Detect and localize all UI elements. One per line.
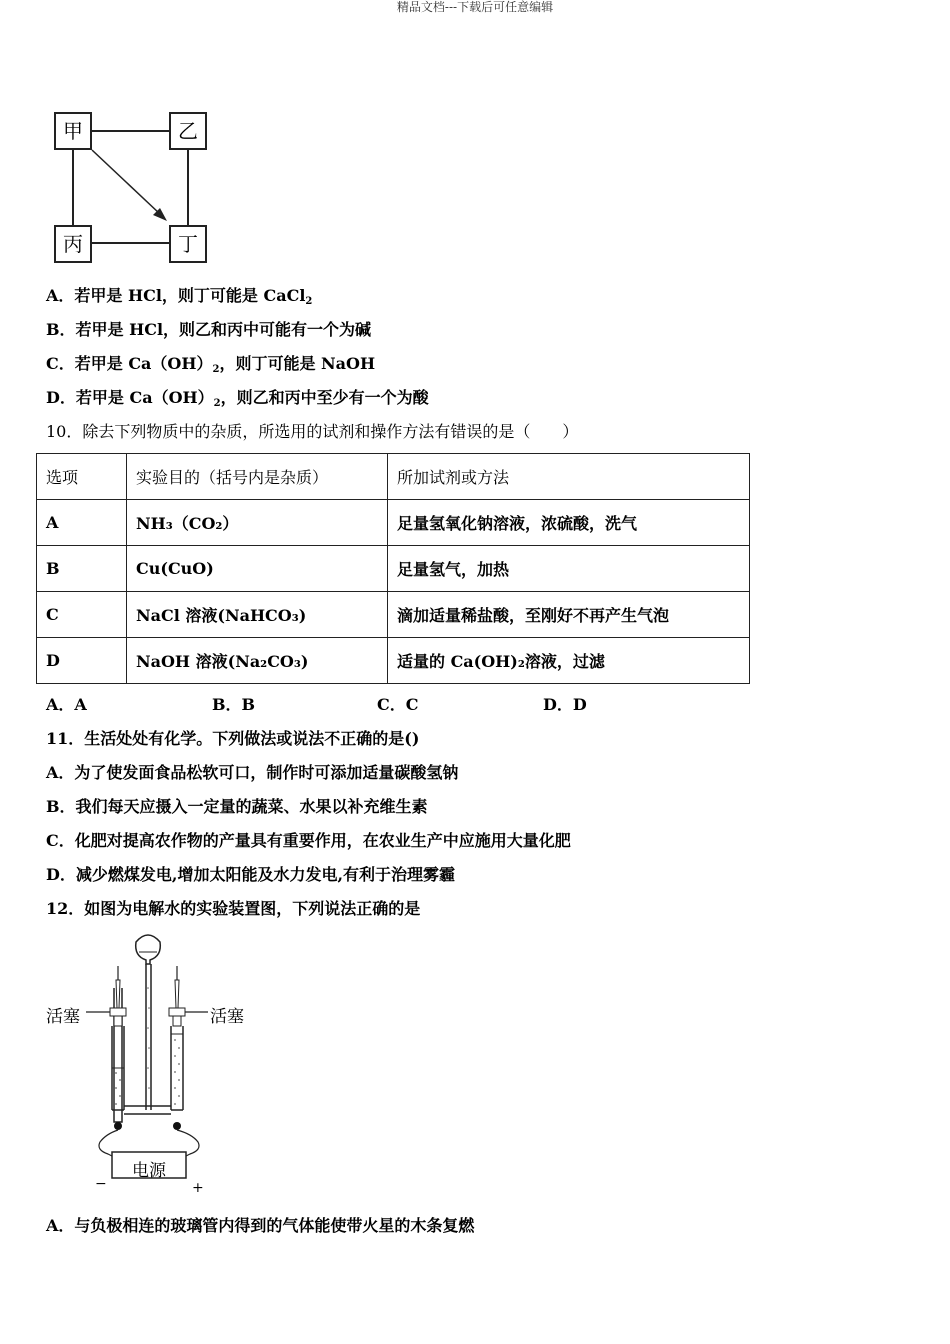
q12-stem: 12．如图为电解水的实验装置图，下列说法正确的是 — [46, 899, 421, 918]
arrow-line — [92, 150, 160, 214]
table-cell: 适量的 Ca(OH)₂溶液，过滤 — [388, 638, 750, 684]
q11-option-c: C．化肥对提高农作物的产量具有重要作用，在农业生产中应施用大量化肥 — [46, 831, 571, 850]
right-valve-label: 活塞 — [210, 1007, 244, 1027]
box-bing: 丙 — [54, 225, 92, 263]
option-label: C． — [46, 354, 75, 373]
q10-option-d: D．D — [543, 695, 587, 714]
header-cell: 选项 — [37, 454, 127, 500]
q9-option-a — [46, 286, 312, 306]
table-cell: NaCl 溶液(NaHCO₃) — [127, 592, 388, 638]
table-cell: NH₃（CO₂） — [127, 500, 388, 546]
q11-stem: 11．生活处处有化学。下列做法或说法不正确的是() — [46, 729, 420, 748]
box-yi: 乙 — [169, 112, 207, 150]
left-valve-label: 活塞 — [46, 1007, 80, 1027]
table-cell: C — [37, 592, 127, 638]
option-label: B． — [46, 320, 76, 339]
q11-option-b: B．我们每天应摄入一定量的蔬菜、水果以补充维生素 — [46, 797, 428, 816]
option-sub: 2 — [212, 364, 220, 375]
table-cell: D — [37, 638, 127, 684]
q10-option-c: C．C — [377, 695, 419, 714]
table-cell: NaOH 溶液(Na₂CO₃) — [127, 638, 388, 684]
option-text: 若甲是 Ca（OH） — [75, 388, 214, 407]
plus-sign: + — [192, 1180, 204, 1196]
option-text: 若甲是 HCl，则丁可能是 CaCl — [74, 286, 306, 305]
minus-sign: − — [95, 1176, 107, 1192]
table-cell: 足量氢气，加热 — [388, 546, 750, 592]
funnel — [136, 935, 161, 964]
table-row — [37, 546, 750, 592]
table-header-row — [37, 454, 750, 500]
table-row — [37, 592, 750, 638]
table-row — [37, 638, 750, 684]
option-label: A． — [46, 286, 75, 305]
q10-option-a: A．A — [46, 695, 87, 714]
q11-option-a: A．为了使发面食品松软可口，制作时可添加适量碳酸氢钠 — [46, 763, 459, 782]
option-label: D． — [46, 388, 76, 407]
header-cell: 所加试剂或方法 — [388, 454, 750, 500]
power-label: 电源 — [132, 1161, 166, 1181]
q9-option-b — [46, 320, 371, 340]
table-cell: B — [37, 546, 127, 592]
table-cell: 滴加适量稀盐酸，至刚好不再产生气泡 — [388, 592, 750, 638]
table-cell: A — [37, 500, 127, 546]
option-tail: ，则丁可能是 NaOH — [219, 354, 376, 373]
q10-table — [36, 453, 750, 684]
q10-stem: 10．除去下列物质中的杂质，所选用的试剂和操作方法有错误的是（ ） — [46, 422, 579, 441]
table-cell: Cu(CuO) — [127, 546, 388, 592]
page-header: 精品文档---下载后可任意编辑 — [396, 0, 554, 14]
option-text: 若甲是 HCl，则乙和丙中可能有一个为碱 — [75, 320, 372, 339]
box-jia: 甲 — [54, 112, 92, 150]
box-ding: 丁 — [169, 225, 207, 263]
table-cell: 足量氢氧化钠溶液，浓硫酸，洗气 — [388, 500, 750, 546]
option-tail: ，则乙和丙中至少有一个为酸 — [220, 388, 429, 407]
table-row — [37, 500, 750, 546]
q11-option-d: D．减少燃煤发电,增加太阳能及水力发电,有利于治理雾霾 — [46, 865, 456, 884]
option-sub: 2 — [305, 296, 313, 307]
q12-option-a: A．与负极相连的玻璃管内得到的气体能使带火星的木条复燃 — [46, 1216, 475, 1235]
header-cell: 实验目的（括号内是杂质） — [127, 454, 388, 500]
q9-option-d — [46, 388, 429, 408]
option-text: 若甲是 Ca（OH） — [74, 354, 213, 373]
q10-option-b: B．B — [212, 695, 256, 714]
option-sub: 2 — [213, 398, 221, 409]
q9-option-c — [46, 354, 375, 374]
